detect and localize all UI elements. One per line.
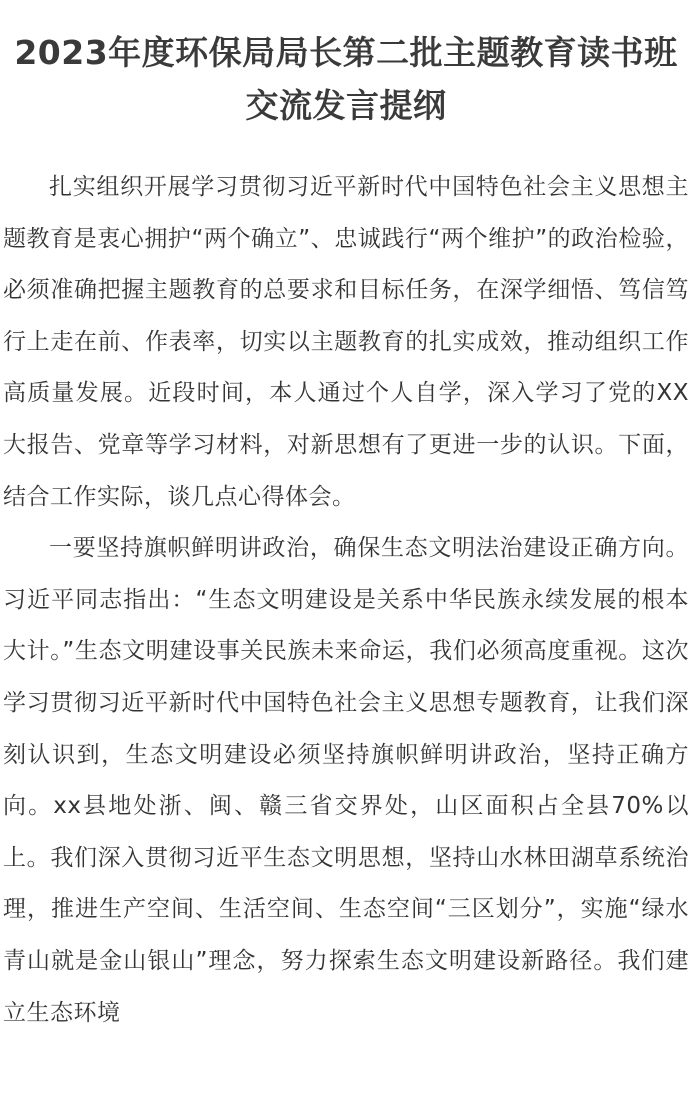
paragraph-point-one: 一要坚持旗帜鲜明讲政治，确保生态文明法治建设正确方向。习近平同志指出：“生态文明建设是关系中华民族永续发展的根本大计。”生态文明建设事关民族未来命运，我们必须高度重视。这次学习贯彻习近平新时代中国特色社会主义思想专题教育，让我们深刻认识到，生态文明建设必须坚持旗帜鲜明讲政治，坚持正确方向。xx县地处浙、闽、赣三省交界处，山区面积占全县70%以上。我们深入贯彻习近平生态文明思想，坚持山水林田湖草系统治理，推进生产空间、生活空间、生态空间“三区划分”，实施“绿水青山就是金山银山”理念，努力探索生态文明建设新路径。我们建立生态环境 xyxy=(3,535,689,1026)
document-title: 2023年度环保局局长第二批主题教育读书班交流发言提纲 xyxy=(14,33,678,125)
paragraph-intro: 扎实组织开展学习贯彻习近平新时代中国特色社会主义思想主题教育是衷心拥护“两个确立”、忠诚践行“两个维护”的政治检验，必须准确把握主题教育的总要求和目标任务，在深学细悟、笃信笃行上走在前、作表率，切实以主题教育的扎实成效，推动组织工作高质量发展。近段时间，本人通过个人自学，深入学习了党的XX大报告、党章等学习材料，对新思想有了更进一步的认识。下面，结合工作实际，谈几点心得体会。 xyxy=(3,174,689,510)
